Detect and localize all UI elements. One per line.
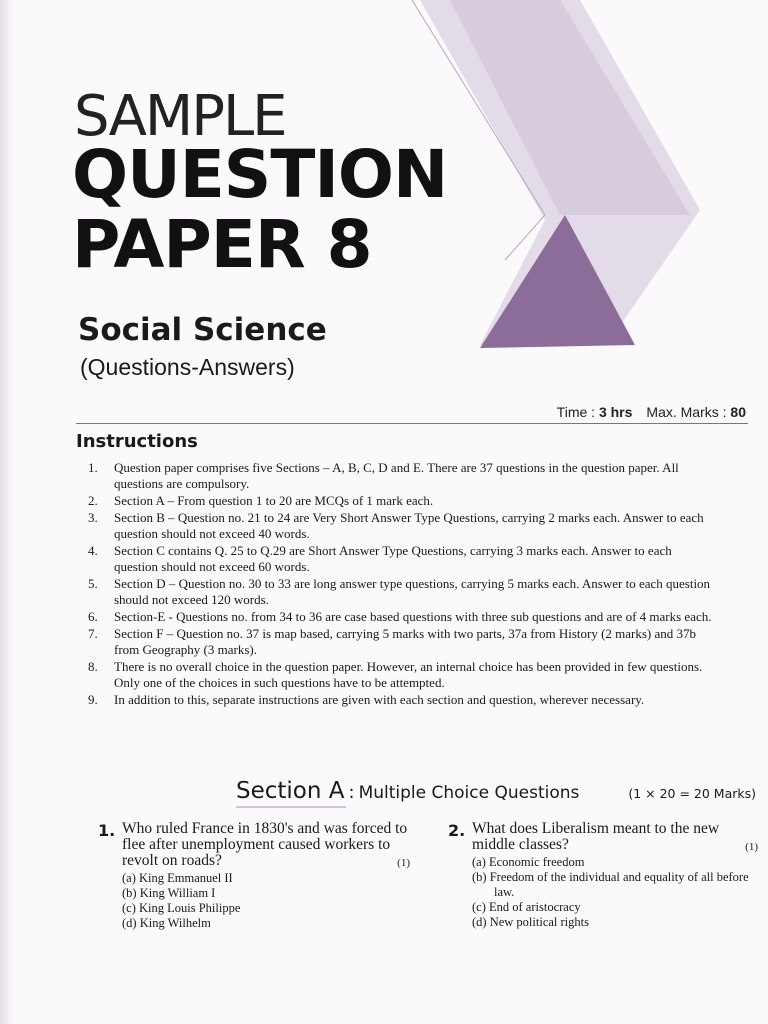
instruction-number: 5. — [88, 576, 98, 591]
subject-title: Social Science — [78, 312, 327, 348]
question-body: What does Liberalism meant to the new middle classes? — [472, 820, 720, 853]
option: (b) King William I — [122, 886, 216, 900]
subject-subtitle: (Questions-Answers) — [80, 354, 295, 380]
instruction-item — [88, 510, 718, 542]
section-colon: : — [348, 782, 355, 803]
title-question-paper — [72, 136, 448, 283]
instruction-number: 1. — [88, 460, 98, 475]
instruction-item — [88, 609, 718, 625]
instruction-item — [88, 493, 718, 509]
marks-value: 80 — [730, 404, 746, 420]
instruction-number: 7. — [88, 626, 98, 641]
question-2 — [448, 821, 758, 930]
instruction-number: 2. — [88, 493, 98, 508]
instruction-number: 9. — [88, 692, 98, 707]
section-marks: (1 × 20 = 20 Marks) — [628, 786, 756, 801]
divider — [76, 423, 748, 424]
time-label: Time : — [556, 404, 599, 420]
options-list — [472, 855, 758, 930]
section-title: Section A — [236, 778, 345, 804]
question-1 — [98, 821, 410, 931]
instruction-number: 6. — [88, 609, 98, 624]
instructions-list — [88, 460, 718, 709]
option: (b) Freedom of the individual and equality of all before law. — [472, 870, 749, 899]
question-number: 2. — [448, 821, 466, 840]
instruction-text: Section A – From question 1 to 20 are MCQs of 1 mark each. — [114, 493, 434, 508]
instruction-number: 3. — [88, 510, 98, 525]
instruction-item — [88, 543, 718, 575]
option: (c) End of aristocracy — [472, 900, 581, 914]
option: (d) New political rights — [472, 915, 589, 929]
section-a-heading — [236, 778, 756, 804]
marks-label: Max. Marks : — [646, 404, 731, 420]
section-subtitle: Multiple Choice Questions — [358, 783, 580, 803]
question-text — [472, 821, 758, 853]
section-underline — [236, 806, 346, 808]
option: (d) King Wilhelm — [122, 916, 211, 930]
instruction-item — [88, 576, 718, 608]
instruction-item — [88, 460, 718, 492]
instruction-item — [88, 692, 718, 708]
question-body: Who ruled France in 1830's and was forced to flee after unemployment caused workers to revolt on roads? — [122, 820, 408, 869]
title-paper-number: PAPER 8 — [72, 206, 372, 283]
title-sample: SAMPLE — [74, 84, 286, 149]
option: (a) Economic freedom — [472, 855, 585, 869]
instruction-text: Question paper comprises five Sections – A, B, C, D and E. There are 37 questions in the question paper. All questions are compulsory. — [114, 460, 679, 491]
instruction-text: Section F – Question no. 37 is map based, carrying 5 marks with two parts, 37a from History (2 marks) and 37b from Geography (3 marks). — [114, 626, 697, 657]
instruction-number: 8. — [88, 659, 98, 674]
question-number: 1. — [98, 821, 116, 840]
question-text — [122, 821, 410, 869]
instruction-text: Section D – Question no. 30 to 33 are long answer type questions, carrying 5 marks each. Answer to each question should not exceed 120 words. — [114, 576, 711, 607]
time-value: 3 hrs — [598, 404, 633, 420]
question-mark: (1) — [745, 841, 758, 853]
instruction-text: In addition to this, separate instructions are given with each section and question, wherever necessary. — [114, 692, 645, 707]
instructions-heading: Instructions — [76, 431, 198, 452]
question-mark: (1) — [397, 857, 410, 869]
instruction-item — [88, 626, 718, 658]
instruction-text: There is no overall choice in the question paper. However, an internal choice has been provided in few questions. Only one of the choices in such questions have to be attempted. — [114, 659, 703, 690]
instruction-number: 4. — [88, 543, 98, 558]
exam-meta — [557, 404, 746, 420]
option: (c) King Louis Philippe — [122, 901, 241, 915]
instruction-text: Section B – Question no. 21 to 24 are Very Short Answer Type Questions, carrying 2 marks each. Answer to each question should not exceed 40 words. — [114, 510, 704, 541]
instruction-item — [88, 659, 718, 691]
instruction-text: Section-E - Questions no. from 34 to 36 are case based questions with three sub questions and are of 4 marks each. — [114, 609, 712, 624]
option: (a) King Emmanuel II — [122, 871, 233, 885]
instruction-text: Section C contains Q. 25 to Q.29 are Short Answer Type Questions, carrying 3 marks each. Answer to each question should not exceed 60 words. — [114, 543, 672, 574]
options-list — [122, 871, 410, 931]
title-question: QUESTION — [72, 136, 448, 213]
